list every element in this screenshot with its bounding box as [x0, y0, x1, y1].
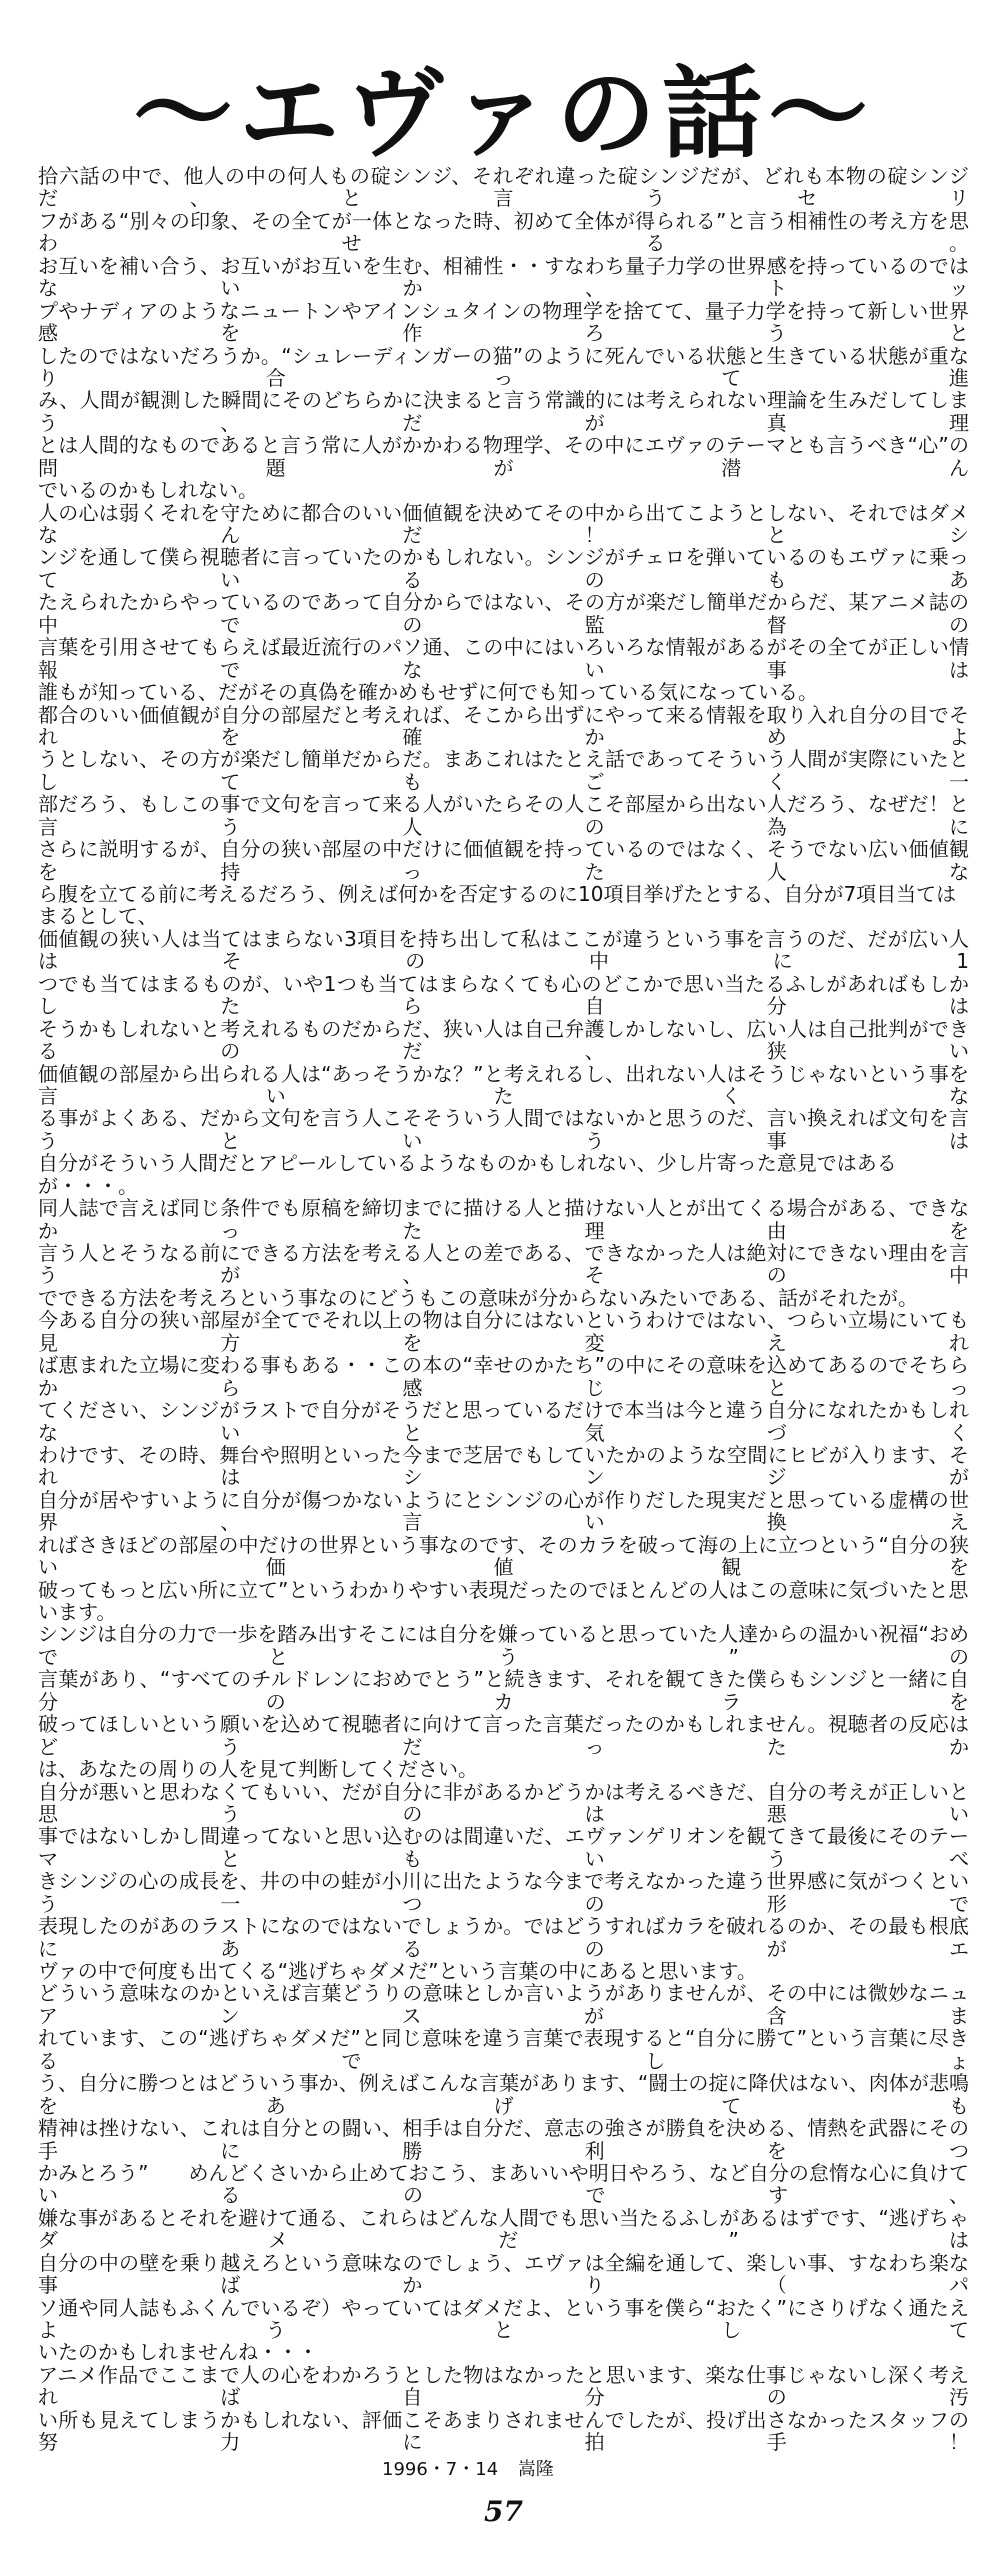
- text-line: 誰もが知っている、だがその真偽を確かめもせずに何でも知っている気になっている。: [38, 680, 818, 705]
- text-line: ら腹を立てる前に考えるだろう、例えば何かを否定するのに10項目挙げたとする、自分が7項目当てはまるとして、: [38, 882, 957, 929]
- text-line: とは人間的なものであると言う常に人がかかわる物理学、その中にエヴァのテーマとも言うべき“心”の問題が潜ん: [38, 433, 969, 480]
- text-line: 自分がそういう人間だとアピールしているようなものかもしれない、少し片寄った意見ではあるが・・・。: [38, 1151, 897, 1198]
- page-number: 57: [484, 2494, 523, 2528]
- text-line: さらに説明するが、自分の狭い部屋の中だけに価値観を持っているのではなく、そうでない広い価値観を持った人な: [38, 837, 969, 884]
- text-line: 嫌な事があるとそれを避けて通る、これらはどんな人間でも思い当たるふしがあるはずです、“逃げちゃダメだ”は: [38, 2205, 969, 2253]
- text-line: そうかもしれないと考えれるものだからだ、狭い人は自己弁護しかしないし、広い人は自己批判ができるのだ、狭い: [38, 1016, 969, 1064]
- text-line: ればさきほどの部屋の中だけの世界という事なのです、そのカラを破って海の上に立つという“自分の狭い価値観を: [38, 1532, 969, 1580]
- text-line: かみとろう” めんどくさいから止めておこう、まあいいや明日やろう、など自分の怠惰な心に負けているのです、: [38, 2160, 969, 2208]
- text-line: 破ってほしいという願いを込めて視聴者に向けて言った言葉だったのかもしれません。視聴者の反応はどうだったか: [38, 1712, 969, 1759]
- text-line: アニメ作品でここまで人の心をわかろうとした物はなかったと思います、楽な仕事じゃないし深く考えれば自分の汚: [38, 2362, 969, 2410]
- text-line: は、あなたの周りの人を見て判断してください。: [38, 1757, 478, 1782]
- text-line: つでも当てはまるものが、いや1つも当てはまらなくても心のどこかで思い当たるふしがあればもしかしたら自分は: [38, 971, 969, 1019]
- text-line: 価値観の部屋から出られる人は“あっそうかな？”と考えれるし、出れない人はそうじゃないという事を言いたくな: [38, 1061, 969, 1108]
- text-line: いたのかもしれませんね・・・: [38, 2340, 318, 2365]
- text-line: ンジを通して僕ら視聴者に言っていたのかもしれない。シンジがチェロを弾いているのもエヴァに乗っているのもあ: [38, 545, 969, 592]
- text-line: 言葉があり、“すべてのチルドレンにおめでとう”と続きます、それを観てきた僕らもシンジと一緒に自分のカラを: [38, 1667, 969, 1714]
- text-line: 自分が居やすいように自分が傷つかないようにとシンジの心が作りだした現実だと思っている虚構の世界、言い換え: [38, 1487, 969, 1535]
- text-line: 拾六話の中で、他人の中の何人もの碇シンジ、それぞれ違った碇シンジだが、どれも本物の碇シンジだ、と言うセリ: [38, 164, 969, 211]
- text-line: きシンジの心の成長を、井の中の蛙が小川に出たような今まで考えなかった違う世界感に気がつくという一つの形で: [38, 1869, 969, 1916]
- text-line: ば恵まれた立場に変わる事もある・・この本の“幸せのかたち”の中にその意味を込めてあるのでそちらから感じとっ: [38, 1353, 969, 1400]
- text-line: 都合のいい価値観が自分の部屋だと考えれば、そこから出ずにやって来る情報を取り入れ自分の目でそれを確かめよ: [38, 702, 969, 749]
- text-line: 自分が悪いと思わなくてもいい、だが自分に非があるかどうかは考えるべきだ、自分の考えが正しいと思うのは悪い: [38, 1779, 969, 1826]
- signature-date: 1996・7・14: [382, 2458, 499, 2480]
- signature-author: 嵩隆: [517, 2458, 554, 2480]
- text-line: シンジは自分の力で一歩を踏み出すそこには自分を嫌っていると思っていた人達からの温かい祝福“おめでとう”の: [38, 1622, 969, 1669]
- text-line: てください、シンジがラストで自分がそうだと思っているだけで本当は今と違う自分になれたかもしれないと気づく: [38, 1398, 969, 1445]
- text-line: どういう意味なのかといえば言葉どうりの意味としか言いようがありませんが、その中には微妙なニュアンスが含ま: [38, 1981, 969, 2028]
- text-line: プやナディアのようなニュートンやアインシュタインの物理学を捨てて、量子力学を持って新しい世界感を作ろうと: [38, 298, 969, 346]
- text-line: 事ではないしかし間違ってないと思い込むのは間違いだ、エヴァンゲリオンを観てきて最後にそのテーマともいうべ: [38, 1824, 969, 1871]
- text-line: 部だろう、もしこの事で文句を言って来る人がいたらその人こそ部屋から出ない人だろう、なぜだ！と言う人の為に: [38, 792, 969, 839]
- text-line: たえられたからやっているのであって自分からではない、その方が楽だし簡単だからだ、某アニメ誌の中での監督の: [38, 590, 969, 637]
- text-line: 精神は挫けない、これは自分との闘い、相手は自分だ、意志の強さが勝負を決める、情熱を武器にその手に勝利をつ: [38, 2116, 969, 2163]
- text-line: い所も見えてしまうかもしれない、評価こそあまりされませんでしたが、投げ出さなかったスタッフの努力に拍手！: [38, 2407, 969, 2455]
- text-line: 価値観の狭い人は当てはまらない3項目を持ち出して私はここが違うという事を言うのだ、だが広い人はその中に1: [38, 926, 969, 974]
- page-title: 〜エヴァの話〜: [133, 55, 874, 172]
- article-body: [38, 165, 969, 2454]
- text-line: 今ある自分の狭い部屋が全てでそれ以上の物は自分にはないというわけではない、つらい立場にいても見方を変えれ: [38, 1308, 969, 1355]
- text-line: 言う人とそうなる前にできる方法を考える人との差である、できなかった人は絶対にできない理由を言うが、その中: [38, 1241, 969, 1288]
- signature: [38, 2458, 969, 2482]
- text-line: でいるのかもしれない。: [38, 478, 258, 503]
- text-line: ソ通や同人誌もふくんでいるぞ）やっていてはダメだよ、という事を僕ら“おたく”にさりげなく通たえようとして: [38, 2295, 969, 2342]
- text-line: 同人誌で言えば同じ条件でも原稿を締切までに描ける人と描けない人とが出てくる場合がある、できなかった理由を: [38, 1196, 969, 1243]
- text-line: でできる方法を考えろという事なのにどうもこの意味が分からないみたいである、話がそれたが。: [38, 1285, 918, 1310]
- text-line: うとしない、その方が楽だし簡単だからだ。まあこれはたとえ話であってそういう人間が実際にいたとしてもごく一: [38, 747, 969, 794]
- text-line: み、人間が観測した瞬間にそのどちらかに決まると言う常識的には考えられない理論を生みだしてしまう、だが真理: [38, 388, 969, 435]
- text-line: フがある“別々の印象、その全てが一体となった時、初めて全体が得られる”と言う相補性の考え方を思わせる。: [38, 208, 969, 256]
- text-line: ヴァの中で何度も出てくる“逃げちゃダメだ”という言葉の中にあると思います。: [38, 1959, 757, 1983]
- text-line: 言葉を引用させてもらえば最近流行のパソ通、この中にはいろいろな情報があるがその全てが正しい情報でない事は: [38, 635, 969, 682]
- text-line: 自分の中の壁を乗り越えろという意味なのでしょう、エヴァは全編を通して、楽しい事、すなわち楽な事ばかり（パ: [38, 2250, 969, 2298]
- text-line: う、自分に勝つとはどういう事か、例えばこんな言葉があります、“闘士の掟に降伏はない、肉体が悲鳴をあげても: [38, 2071, 969, 2118]
- text-line: わけです、その時、舞台や照明といった今まで芝居でもしていたかのような空間にヒビが入ります、それはシンジが: [38, 1442, 969, 1490]
- text-line: 破ってもっと広い所に立て”というわかりやすい表現だったのでほとんどの人はこの意味に気づいたと思います。: [38, 1577, 969, 1624]
- text-line: れています、この“逃げちゃダメだ”と同じ意味を違う言葉で表現すると“自分に勝て”という言葉に尽きるでしょ: [38, 2026, 969, 2073]
- text-line: 人の心は弱くそれを守ために都合のいい価値観を決めてその中から出てこようとしない、それではダメなんだ！とシ: [38, 500, 969, 547]
- text-line: る事がよくある、だから文句を言う人こそそういう人間ではないかと思うのだ、言い換えれば文句を言うという事は: [38, 1106, 969, 1153]
- text-line: 表現したのがあのラストになのではないでしょうか。ではどうすればカラを破れるのか、その最も根底にあるのがエ: [38, 1914, 969, 1961]
- text-line: お互いを補い合う、お互いがお互いを生む、相補性・・すなわち量子力学の世界感を持っているのではないか、トッ: [38, 253, 969, 301]
- text-line: したのではないだろうか。“シュレーディンガーの猫”のように死んでいる状態と生きている状態が重なり合って進: [38, 343, 969, 390]
